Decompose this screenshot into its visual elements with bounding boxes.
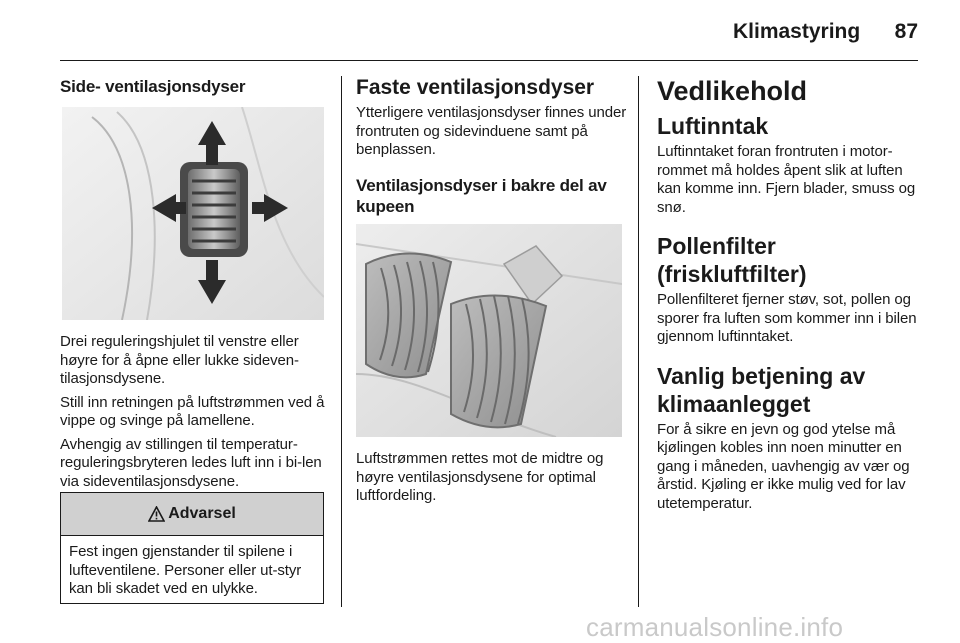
paragraph: Drei reguleringshjulet til venstre eller høyre for å åpne eller lukke sideven-tilasjonsdysene.	[60, 333, 299, 387]
paragraph: Luftinntaket foran frontruten i motor-rommet må holdes åpent slik at luften kan komme inn. Fjern blader, smuss og snø.	[657, 143, 916, 216]
page-number: 87	[894, 20, 918, 43]
watermark: carmanualsonline.info	[586, 612, 844, 642]
warning-triangle-icon	[148, 506, 165, 522]
side-vent-illustration	[62, 107, 324, 320]
warning-text: Fest ingen gjenstander til spilene i lufteventilene. Personer eller ut-styr kan bli skadet ved en ulykke.	[69, 543, 302, 597]
column-divider-2	[638, 76, 639, 607]
page-header	[0, 0, 960, 60]
subheading-ac-operation: Vanlig betjening av klimaanlegget	[657, 362, 866, 417]
header-rule	[60, 60, 918, 61]
section-heading-side-vents: Side- ventilasjonsdyser	[60, 77, 246, 96]
subheading-rear-vents: Ventilasjonsdyser i bakre del av kupeen	[356, 175, 607, 216]
section-heading-fixed-vents: Faste ventilasjonsdyser	[356, 76, 595, 99]
warning-label: Advarsel	[168, 505, 236, 522]
subheading-air-intake: Luftinntak	[657, 113, 769, 139]
paragraph: Avhengig av stillingen til temperatur-reguleringsbryteren ledes luft inn i bi-len via sideventilasjonsdysene.	[60, 435, 322, 490]
section-heading-maintenance: Vedlikehold	[657, 76, 808, 106]
paragraph: For å sikre en jevn og god ytelse må kjølingen kobles inn noen minutter en gang i måneden, uavhengig av vær og årstid. Kjøling er ikke mulig ved for lav utetemperatur.	[657, 420, 910, 512]
warning-box	[60, 492, 324, 604]
paragraph: Pollenfilteret fjerner støv, sot, pollen og sporer fra luften som kommer inn i bilen gjennom luftinntaket.	[657, 291, 917, 345]
subheading-pollen-filter: Pollenfilter (friskluftfilter)	[657, 233, 807, 287]
warning-header	[61, 493, 323, 536]
paragraph: Still inn retningen på luftstrømmen ved å vippe og svinge på lamellene.	[60, 393, 325, 429]
rear-vent-illustration	[356, 224, 622, 437]
column-side-vents-text	[60, 333, 328, 491]
column-divider-1	[341, 76, 342, 607]
column-fixed-vents-text	[356, 450, 628, 506]
column-side-vents	[60, 76, 328, 97]
column-fixed-vents	[356, 76, 628, 217]
paragraph: Luftstrømmen rettes mot de midtre og høyre ventilasjonsdysene for optimal luftfordeling.	[356, 450, 604, 504]
chapter-title: Klimastyring	[733, 20, 861, 43]
paragraph: Ytterligere ventilasjonsdyser finnes under frontruten og sidevinduene samt på benplassen.	[356, 104, 627, 158]
column-maintenance	[657, 76, 922, 513]
